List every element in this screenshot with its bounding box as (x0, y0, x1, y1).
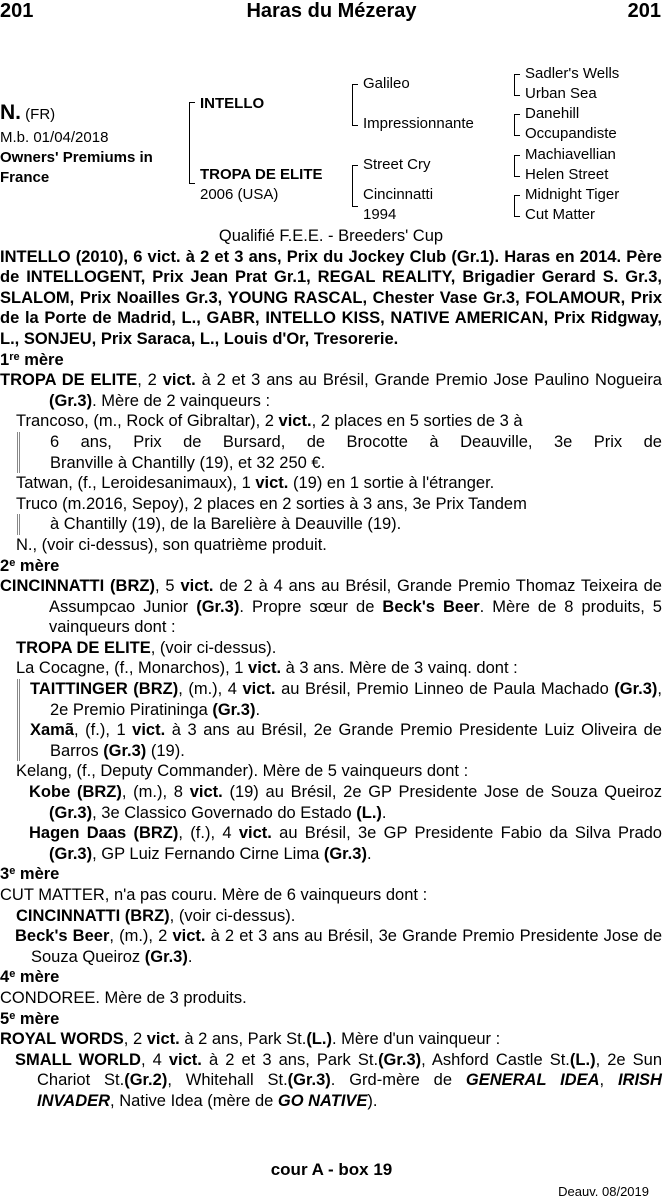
granddam-2: Cincinnatti (363, 186, 434, 203)
produce-xama: Xamã, (f.), 1 vict. à 3 ans au Brésil, 2e Grande Premio Presidente Luiz Oliveira de Barros (Gr.3) (19). (30, 721, 662, 760)
lot-number-right: 201 (627, 0, 661, 22)
dam-heading-2: 2e mère (0, 556, 60, 575)
pedigree-bracket-3 (352, 165, 358, 207)
ancestor-4: Occupandiste (525, 125, 617, 142)
pedigree-bracket-4 (514, 74, 520, 96)
trancoso-line-2: 6 ans, Prix de Bursard, de Brocotte à Deauville, 3e Prix de (50, 432, 662, 451)
produce-tatwan: Tatwan, (f., Leroidesanimaux), 1 vict. (19) en 1 sortie à l'étranger. (16, 474, 495, 493)
ancestor-6: Helen Street (525, 166, 609, 183)
la-cocagne-produce (17, 679, 662, 761)
ancestor-1: Sadler's Wells (525, 65, 620, 82)
produce-becks-beer: Beck's Beer, (m.), 2 vict. à 2 et 3 ans au Brésil, 3e Grande Premio Presidente Jose de Souza Queiroz (Gr.3). (15, 927, 662, 966)
ancestor-2: Urban Sea (525, 85, 597, 102)
ancestor-5: Machiavellian (525, 146, 616, 163)
dam-heading-4: 4e mère (0, 968, 60, 987)
pedigree-bracket-6 (514, 155, 520, 177)
qualification: Qualifié F.E.E. - Breeders' Cup (218, 227, 444, 245)
ancestor-3: Danehill (525, 105, 580, 122)
horse-country: (FR) (25, 106, 56, 123)
horse-name-text: N. (0, 101, 21, 124)
dam-info: 2006 (USA) (200, 186, 279, 203)
grandsire-2: Street Cry (363, 156, 431, 173)
pedigree-bracket-5 (514, 114, 520, 136)
horse-birth: M.b. 01/04/2018 (0, 129, 109, 146)
page-title: Haras du Mézeray (246, 0, 417, 22)
grandsire-1: Galileo (363, 75, 410, 92)
ancestor-8: Cut Matter (525, 206, 596, 223)
produce-tropa: TROPA DE ELITE, (voir ci-dessus). (16, 638, 277, 657)
pedigree-bracket-2 (352, 84, 358, 126)
granddam-2-year: 1994 (363, 206, 397, 223)
premium-line-2: France (0, 169, 50, 186)
pedigree-bracket-7 (514, 195, 520, 217)
premium-line-1: Owners' Premiums in (0, 149, 153, 166)
ancestor-7: Midnight Tiger (525, 186, 620, 203)
sale-reference: Deauv. 08/2019 (558, 1184, 649, 1199)
dam-name: TROPA DE ELITE (200, 166, 323, 183)
dam-5-record: ROYAL WORDS, 2 vict. à 2 ans, Park St.(L.). Mère d'un vainqueur : (0, 1030, 501, 1049)
produce-small-world: SMALL WORLD, 4 vict. à 2 et 3 ans, Park St.(Gr.3), Ashford Castle St.(L.), 2e Sun Chariot St.(Gr.2), Whitehall St.(Gr.3). Grd-mère de GENERAL IDEA, IRISH INVADER, Native Idea (mère de GO NATIVE). (15, 1050, 663, 1110)
horse-name (0, 101, 55, 125)
produce-hagen-daas: Hagen Daas (BRZ), (f.), 4 vict. au Brésil, 3e GP Presidente Fabio da Silva Prado (Gr.3), GP Luiz Fernando Cirne Lima (Gr.3). (29, 824, 662, 863)
produce-trancoso: Trancoso, (m., Rock of Gibraltar), 2 vict., 2 places en 5 sorties de 3 à (16, 412, 523, 431)
trancoso-line-3: Branville à Chantilly (19), et 32 250 €. (50, 453, 326, 472)
produce-taittinger: TAITTINGER (BRZ), (m.), 4 vict. au Brésil, Premio Linneo de Paula Machado (Gr.3), 2e Premio Piratininga (Gr.3). (30, 680, 662, 719)
lot-number-left: 201 (0, 0, 34, 22)
stable-location: cour A - box 19 (270, 1160, 393, 1179)
sire-name: INTELLO (200, 95, 265, 112)
dam-heading-5: 5e mère (0, 1009, 60, 1028)
produce-trancoso-cont (17, 432, 662, 473)
produce-truco-cont (17, 514, 662, 535)
sire-paragraph: INTELLO (2010), 6 vict. à 2 et 3 ans, Prix du Jockey Club (Gr.1). Haras en 2014. Père de INTELLOGENT, Prix Jean Prat Gr.1, REGAL REALITY, Brigadier Gerard S. Gr.3, SLALOM, Prix Noailles Gr.3, YOUNG RASCAL, Chester Vase Gr.3, FOLAMOUR, Prix de la Porte de Madrid, L., GABR, INTELLO KISS, NATIVE AMERICAN, Prix Ridgway, L., SONJEU, Prix Saraca, L., Louis d'Or, Tresorerie. (0, 247, 662, 348)
produce-n: N., (voir ci-dessus), son quatrième produit. (16, 535, 327, 554)
dam-heading-1: 1re mère (0, 350, 64, 369)
dam-heading-3: 3e mère (0, 865, 60, 884)
catalogue-body (0, 226, 662, 1112)
produce-cincinnatti: CINCINNATTI (BRZ), (voir ci-dessus). (16, 906, 296, 925)
dam-2-record: CINCINNATTI (BRZ), 5 vict. de 2 à 4 ans au Brésil, Grande Premio Thomaz Teixeira de Assumpcao Junior (Gr.3). Propre sœur de Beck's Beer. Mère de 8 produits, 5 vainqueurs dont : (0, 577, 662, 637)
produce-la-cocagne: La Cocagne, (f., Monarchos), 1 vict. à 3 ans. Mère de 3 vainq. dont : (16, 659, 518, 678)
produce-truco: Truco (m.2016, Sepoy), 2 places en 2 sorties à 3 ans, 3e Prix Tandem (16, 494, 527, 513)
pedigree-bracket-1 (189, 102, 195, 184)
dam-3-record: CUT MATTER, n'a pas couru. Mère de 6 vainqueurs dont : (0, 886, 428, 904)
dam-1-record: TROPA DE ELITE, 2 vict. à 2 et 3 ans au Brésil, Grande Premio Jose Paulino Nogueira (Gr.3). Mère de 2 vainqueurs : (0, 371, 662, 410)
truco-line-2: à Chantilly (19), de la Barelière à Deauville (19). (50, 515, 402, 534)
dam-4-record: CONDOREE. Mère de 3 produits. (0, 988, 247, 1007)
produce-kelang: Kelang, (f., Deputy Commander). Mère de 5 vainqueurs dont : (16, 762, 469, 781)
granddam-1: Impressionnante (363, 115, 474, 132)
produce-kobe: Kobe (BRZ), (m.), 8 vict. (19) au Brésil, 2e GP Presidente Jose de Souza Queiroz (Gr.3), 3e Classico Governado do Estado (L.). (29, 783, 662, 822)
